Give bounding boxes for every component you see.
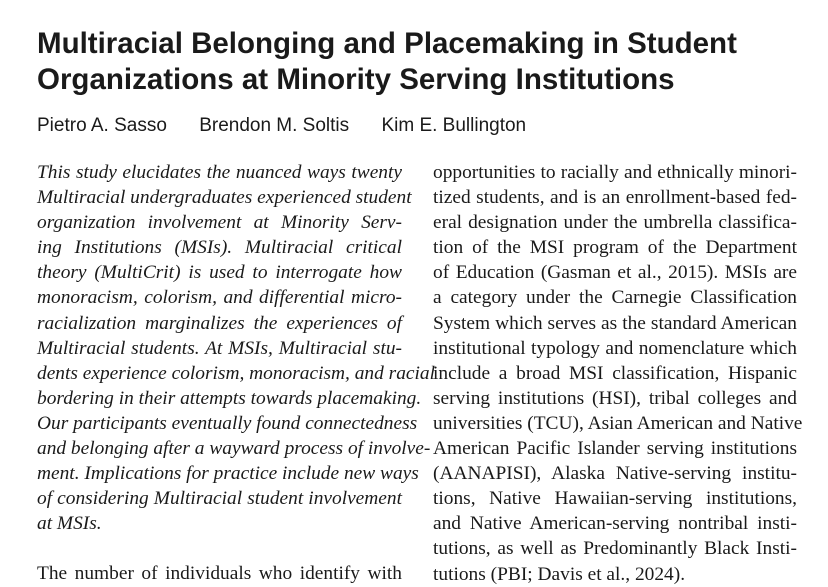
- author-name: Brendon M. Soltis: [199, 115, 350, 136]
- body-line: universities (TCU), Asian American and Native: [433, 412, 803, 434]
- body-line: The number of individuals who identify with: [37, 563, 402, 585]
- paper-title: [37, 26, 807, 98]
- abstract-line: theory (MultiCrit) is used to interrogate how: [37, 262, 402, 284]
- body-line: and Native American-serving nontribal insti-: [433, 513, 797, 535]
- abstract-line: dents experience colorism, monoracism, and racial: [37, 362, 435, 384]
- right-column: [433, 160, 803, 587]
- abstract-line: monoracism, colorism, and differential micro-: [37, 287, 402, 309]
- body-line: eral designation under the umbrella classifica-: [433, 212, 797, 234]
- left-column: [37, 160, 435, 587]
- author-name: Kim E. Bullington: [381, 115, 527, 136]
- body-paragraph: [433, 160, 803, 587]
- body-line: (AANAPISI), Alaska Native-serving institu-: [433, 463, 797, 485]
- author-list: [37, 115, 553, 137]
- abstract-line: racialization marginalizes the experiences of: [37, 312, 402, 334]
- abstract-line: bordering in their attempts towards placemaking.: [37, 387, 422, 409]
- body-line: institutional typology and nomenclature which: [433, 337, 797, 359]
- abstract-line: Our participants eventually found connectedness: [37, 412, 418, 434]
- abstract-line: ing Institutions (MSIs). Multiracial critical: [37, 237, 402, 259]
- paragraph-gap: [37, 536, 402, 561]
- body-line: tized students, and is an enrollment-based fed-: [433, 187, 797, 209]
- body-line: System which serves as the standard American: [433, 312, 797, 334]
- body-line: of Education (Gasman et al., 2015). MSIs are: [433, 262, 797, 284]
- abstract-line: organization involvement at Minority Serv-: [37, 212, 402, 234]
- title-line: Organizations at Minority Serving Institutions: [37, 63, 675, 96]
- abstract-line: Multiracial students. At MSIs, Multiracial stu-: [37, 337, 402, 359]
- body-line: tutions, as well as Predominantly Black Insti-: [433, 538, 797, 560]
- body-paragraph: [37, 561, 402, 586]
- abstract: [37, 160, 435, 536]
- abstract-line: of considering Multiracial student involvement: [37, 488, 402, 510]
- title-line: Multiracial Belonging and Placemaking in Student: [37, 27, 737, 60]
- body-line: tions, Native Hawaiian-serving institutions,: [433, 488, 797, 510]
- body-line: serving institutions (HSI), tribal colleges and: [433, 387, 797, 409]
- body-line: American Pacific Islander serving institutions: [433, 438, 797, 460]
- body-line: a category under the Carnegie Classification: [433, 287, 797, 309]
- body-line: include a broad MSI classification, Hispanic: [433, 362, 797, 384]
- abstract-line: ment. Implications for practice include new ways: [37, 463, 419, 485]
- body-line: tion of the MSI program of the Department: [433, 237, 797, 259]
- author-name: Pietro A. Sasso: [37, 115, 167, 136]
- body-line: opportunities to racially and ethnically minori-: [433, 162, 797, 183]
- abstract-line: This study elucidates the nuanced ways twenty: [37, 162, 402, 183]
- abstract-line: at MSIs.: [37, 513, 102, 535]
- abstract-line: Multiracial undergraduates experienced student: [37, 187, 412, 209]
- body-line: tutions (PBI; Davis et al., 2024).: [433, 563, 686, 585]
- abstract-line: and belonging after a wayward process of involve-: [37, 438, 431, 460]
